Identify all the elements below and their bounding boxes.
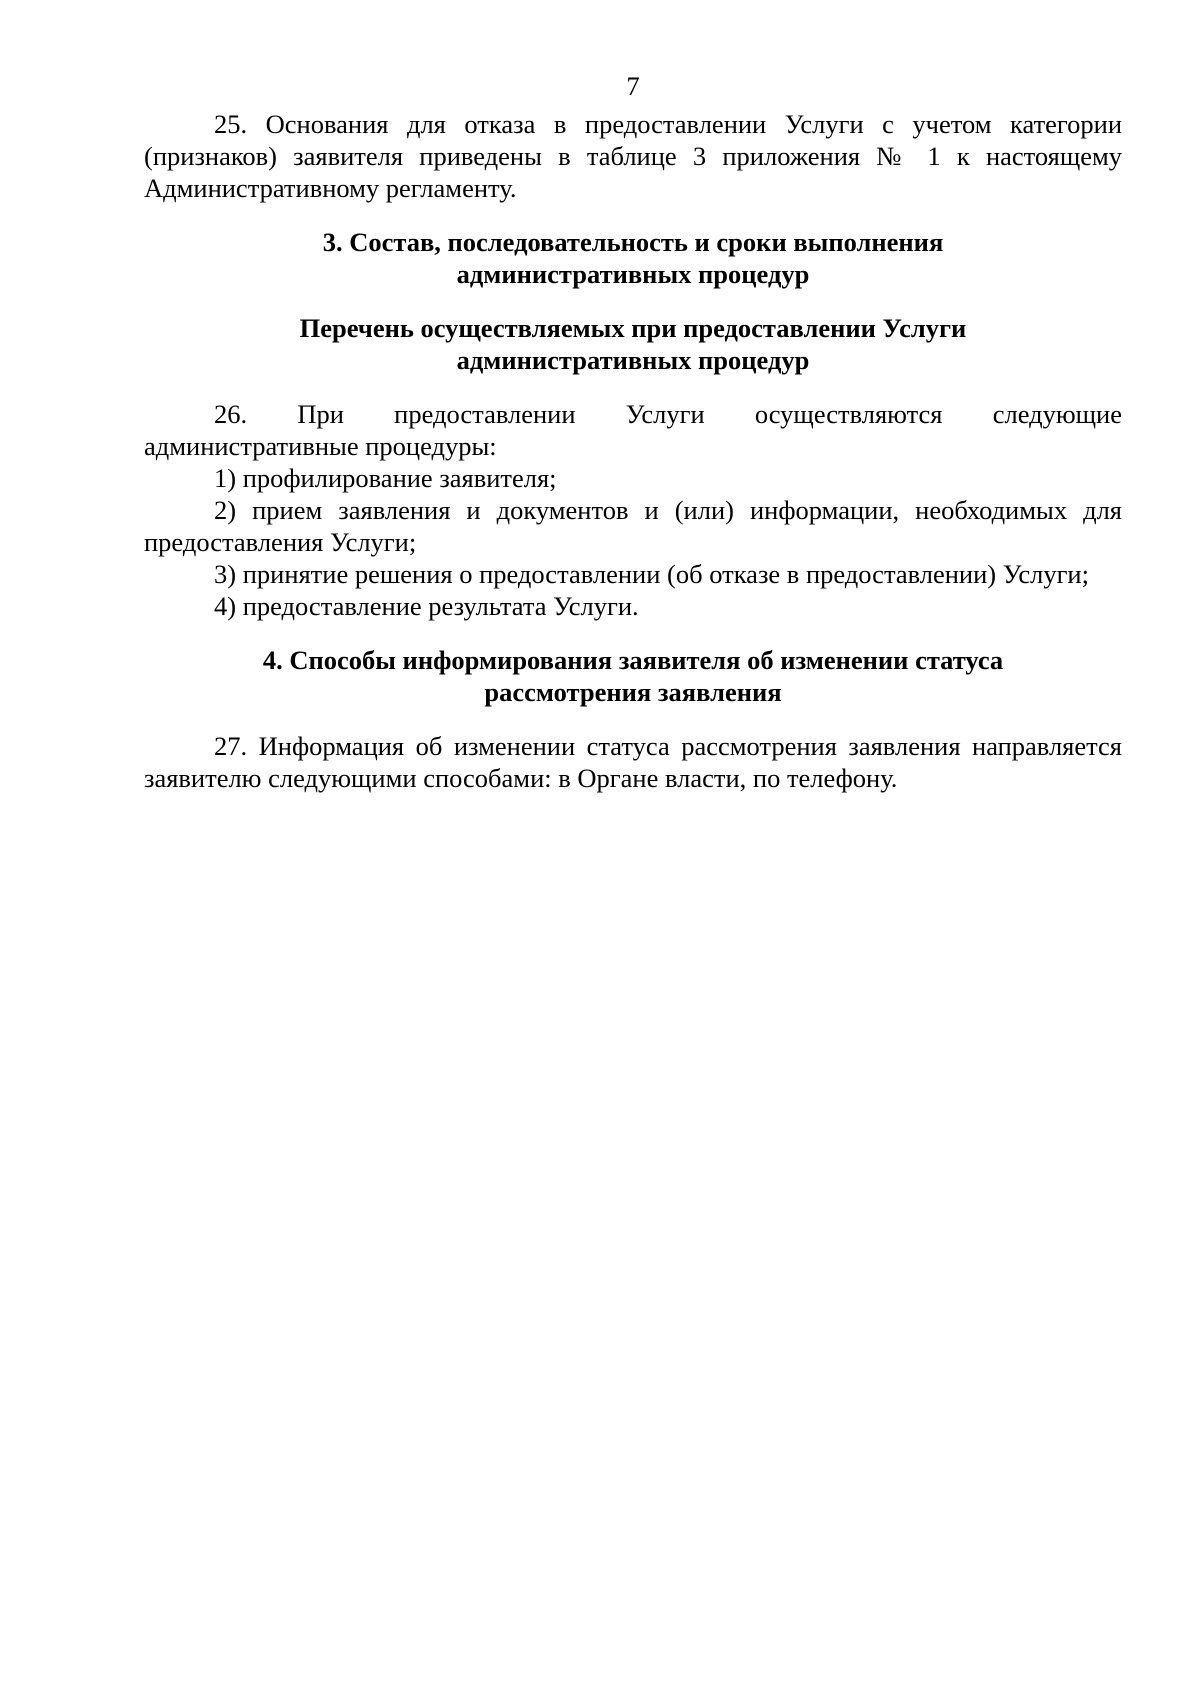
paragraph-25: 25. Основания для отказа в предоставлении Услуги с учетом категории (признаков) заявителя приведены в таблице 3 приложения № 1 к настоящему Административному регламенту. (144, 109, 1122, 203)
list-item: 2) прием заявления и документов и (или) информации, необходимых для предоставления Услуги; (144, 495, 1122, 557)
list-item: 3) принятие решения о предоставлении (об отказе в предоставлении) Услуги; (214, 559, 1089, 589)
subsection-heading-line2: административных процедур (456, 345, 810, 375)
document-page (144, 70, 1122, 794)
subsection-heading-line1: Перечень осуществляемых при предоставлении Услуги (299, 313, 967, 343)
paragraph-27: 27. Информация об изменении статуса рассмотрения заявления направляется заявителю следующими способами: в Органе власти, по телефону. (144, 731, 1122, 793)
subsection-heading (144, 312, 1122, 376)
section-4-heading (144, 644, 1122, 708)
section-4-heading-line2: рассмотрения заявления (484, 677, 782, 707)
section-4-heading-line1: 4. Способы информирования заявителя об изменении статуса (262, 645, 1004, 675)
section-3-heading (144, 226, 1122, 290)
page-number: 7 (626, 71, 640, 101)
section-3-heading-line2: административных процедур (456, 259, 810, 289)
section-3-heading-line1: 3. Состав, последовательность и сроки выполнения (322, 227, 944, 257)
list-item: 4) предоставление результата Услуги. (214, 591, 639, 621)
list-item: 1) профилирование заявителя; (214, 463, 557, 493)
paragraph-26: 26. При предоставлении Услуги осуществляются следующие административные процедуры: (144, 399, 1122, 461)
